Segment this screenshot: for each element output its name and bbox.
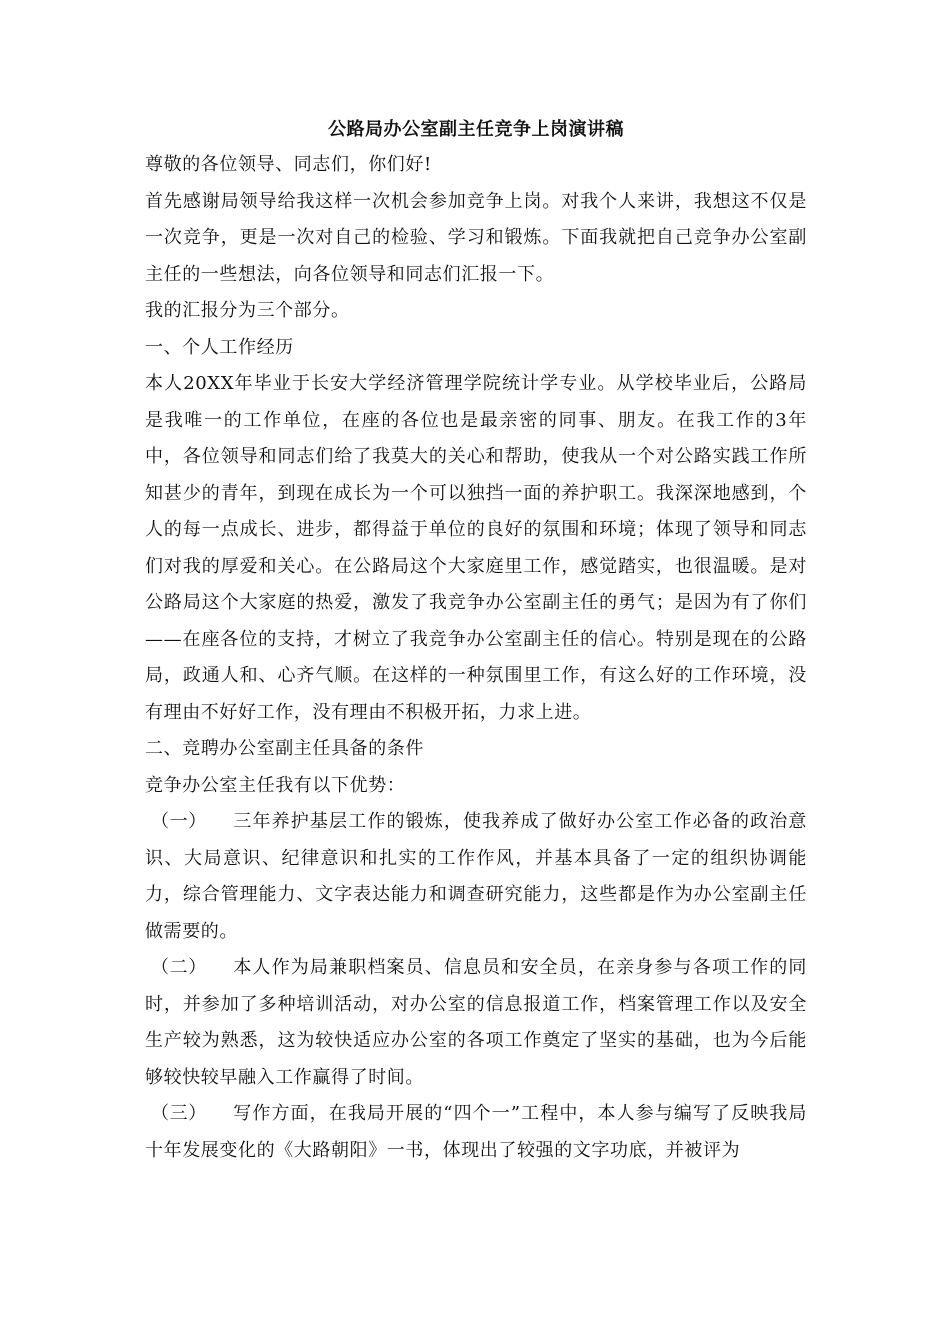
list-item	[145, 804, 807, 950]
document-title: 公路局办公室副主任竞争上岗演讲稿	[328, 119, 624, 140]
greeting-paragraph: 尊敬的各位领导、同志们，你们好!	[145, 154, 432, 175]
list-item	[145, 1096, 807, 1169]
list-item-text: 写作方面，在我局开展的“四个一”工程中，本人参与编写了反映我局十年发展变化的《大路朝阳》一书，体现出了较强的文字功底，并被评为	[145, 1103, 807, 1161]
outline-paragraph: 我的汇报分为三个部分。	[145, 300, 350, 321]
section2-heading: 二、竞聘办公室副主任具备的条件	[145, 738, 424, 759]
list-item-text: 三年养护基层工作的锻炼，使我养成了做好办公室工作必备的政治意识、大局意识、纪律意识和扎实的工作作风，并基本具备了一定的组织协调能力，综合管理能力、文字表达能力和调查研究能力，这些都是作为办公室副主任做需要的。	[145, 811, 807, 942]
list-item-text: 本人作为局兼职档案员、信息员和安全员，在亲身参与各项工作的同时，并参加了多种培训活动，对办公室的信息报道工作，档案管理工作以及安全生产较为熟悉，这为较快适应办公室的各项工作奠定了坚实的基础，也为今后能够较快较早融入工作赢得了时间。	[145, 957, 807, 1088]
document-body	[145, 113, 807, 1169]
section2-lead: 竞争办公室主任我有以下优势：	[145, 774, 406, 796]
list-item-number: （二）	[151, 957, 207, 978]
section1-body: 本人20XX年毕业于长安大学经济管理学院统计学专业。从学校毕业后，公路局是我唯一的工作单位，在座的各位也是最亲密的同事、朋友。在我工作的3年中，各位领导和同志们给了我莫大的关心和帮助，使我从一个对公路实践工作所知甚少的青年，到现在成长为一个可以独挡一面的养护职工。我深深地感到，个人的每一点成长、进步，都得益于单位的良好的氛围和环境；体现了领导和同志们对我的厚爱和关心。在公路局这个大家庭里工作，感觉踏实，也很温暖。是对公路局这个大家庭的热爱，激发了我竞争办公室副主任的勇气；是因为有了你们——在座各位的支持，才树立了我竞争办公室副主任的信心。特别是现在的公路局，政通人和、心齐气顺。在这样的一种氛围里工作，有这么好的工作环境，没有理由不好好工作，没有理由不积极开拓，力求上进。	[145, 373, 807, 723]
section1-heading: 一、个人工作经历	[145, 336, 294, 358]
list-item-number: （三）	[151, 1103, 207, 1124]
list-item-number: （一）	[151, 811, 207, 832]
intro-paragraph: 首先感谢局领导给我这样一次机会参加竞争上岗。对我个人来讲，我想这不仅是一次竞争，更是一次对自己的检验、学习和锻炼。下面我就把自己竞争办公室副主任的一些想法，向各位领导和同志们汇报一下。	[145, 190, 807, 285]
list-item	[145, 950, 807, 1096]
